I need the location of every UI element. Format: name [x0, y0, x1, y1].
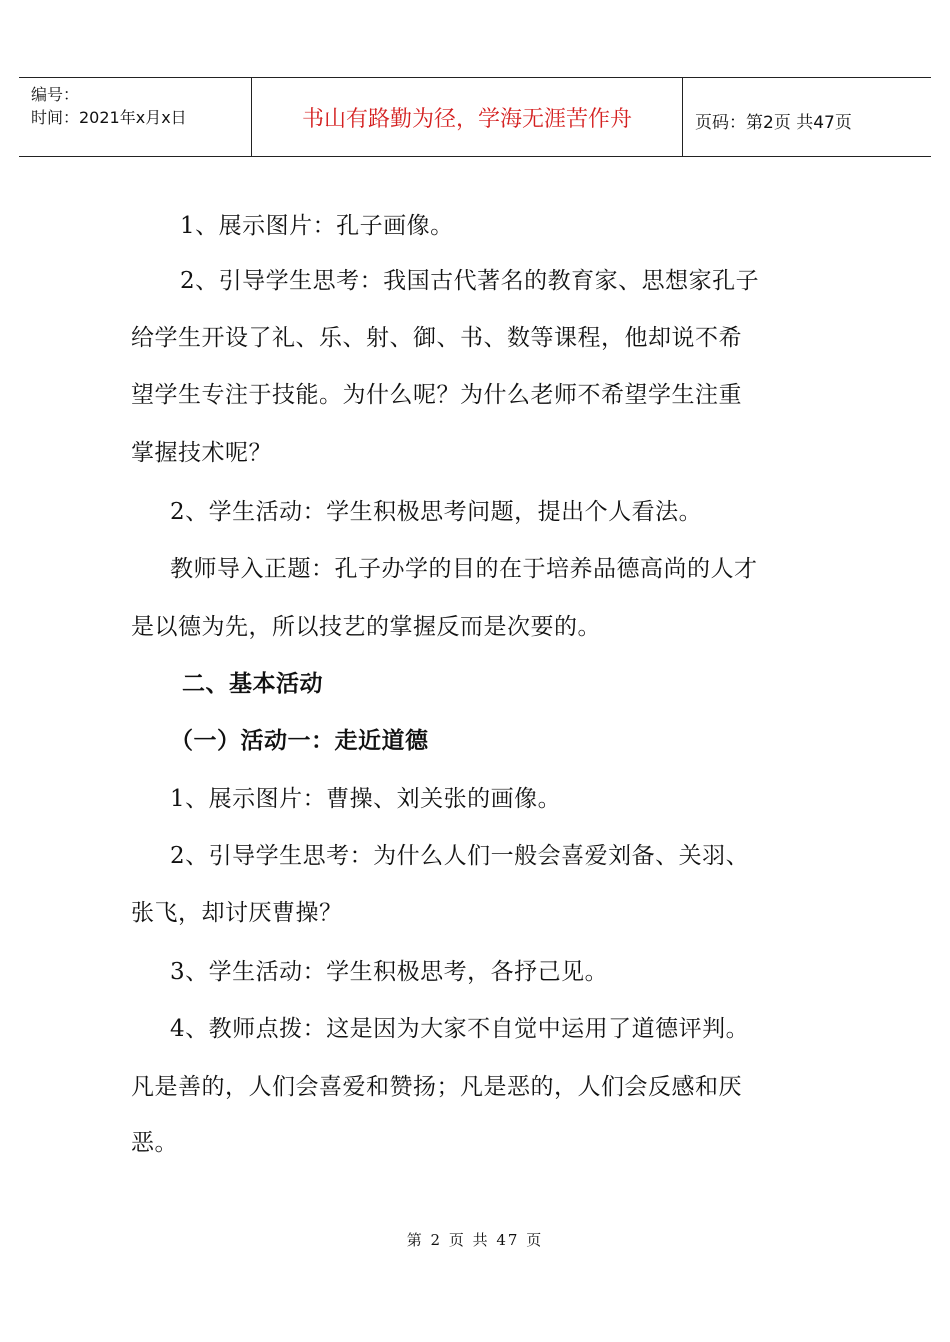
- body-line: 掌握技术呢？: [131, 440, 272, 466]
- section-heading: 二、基本活动: [182, 670, 323, 697]
- header-motto: 书山有路勤为径，学海无涯苦作舟: [301, 107, 632, 132]
- body-line: 恶。: [131, 1130, 178, 1156]
- body-line: 4、教师点拨：这是因为大家不自觉中运用了道德评判。: [170, 1016, 750, 1042]
- body-line: 教师导入正题：孔子办学的目的在于培养品德高尚的人才: [170, 556, 758, 582]
- header-divider-right: [682, 78, 683, 156]
- body-line: 是以德为先，所以技艺的掌握反而是次要的。: [131, 614, 601, 640]
- page-footer: 第 2 页 共 47 页: [406, 1231, 544, 1249]
- document-date-label: 时间：2021年x月x日: [31, 108, 187, 127]
- body-line: 给学生开设了礼、乐、射、御、书、数等课程，他却说不希: [131, 325, 742, 351]
- body-line: 望学生专注于技能。为什么呢？为什么老师不希望学生注重: [131, 382, 742, 408]
- document-number-label: 编号：: [31, 85, 80, 104]
- body-line: 2、引导学生思考：为什么人们一般会喜爱刘备、关羽、: [170, 843, 750, 869]
- body-line: 2、引导学生思考：我国古代著名的教育家、思想家孔子: [180, 268, 760, 294]
- body-line: 凡是善的，人们会喜爱和赞扬；凡是恶的，人们会反感和厌: [131, 1074, 742, 1100]
- header-page-code: 页码：第2页 共47页: [695, 113, 852, 133]
- body-line: 2、学生活动：学生积极思考问题，提出个人看法。: [170, 499, 703, 525]
- body-line: 张飞，却讨厌曹操？: [131, 900, 343, 926]
- body-line: 1、展示图片：曹操、刘关张的画像。: [170, 786, 562, 812]
- document-header: [19, 77, 931, 157]
- body-line: 3、学生活动：学生积极思考，各抒己见。: [170, 959, 609, 985]
- body-line: 1、展示图片：孔子画像。: [180, 213, 454, 239]
- subsection-heading: （一）活动一：走近道德: [170, 727, 429, 754]
